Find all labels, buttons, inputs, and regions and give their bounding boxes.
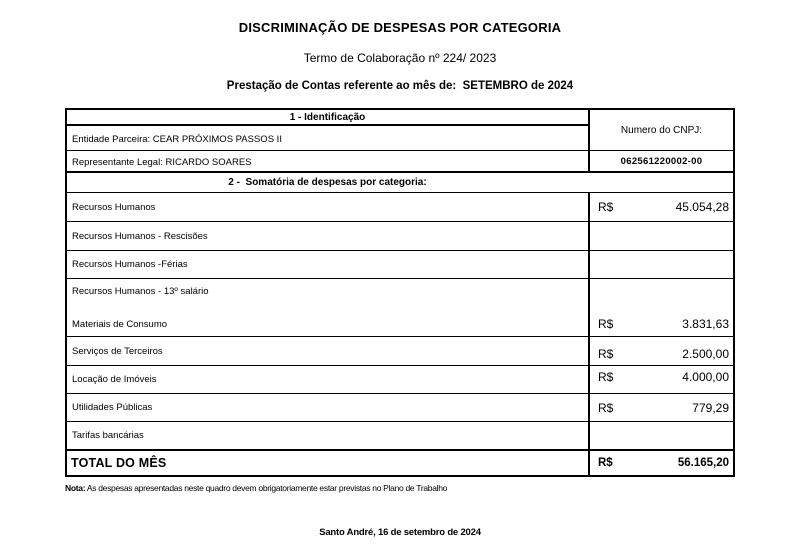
legal-representative-cell: Representante Legal: RICARDO SOARES [67, 151, 590, 171]
total-row [67, 449, 733, 475]
expense-row [67, 422, 733, 449]
expense-category-label: Utilidades Públicas [72, 402, 153, 413]
note-prefix: Nota: [65, 483, 86, 493]
expense-category-label: Locação de Imóveis [72, 374, 157, 385]
identification-section [67, 110, 733, 151]
reference-month-line: Prestação de Contas referente ao mês de: SETEMBRO de 2024 [226, 80, 574, 92]
total-amount: 56.165,20 [677, 457, 729, 469]
currency-symbol: R$ [598, 347, 614, 361]
amount: 4.000,00 [682, 370, 729, 384]
cnpj-label: Numero do CNPJ: [620, 124, 703, 136]
expense-value-cell [590, 366, 733, 393]
expense-row [67, 279, 733, 337]
identification-left-column [67, 110, 590, 150]
cnpj-value: 062561220002-00 [620, 155, 703, 167]
expense-category-label: Recursos Humanos - Rescisões [72, 230, 208, 242]
expense-value-cell [590, 422, 733, 449]
expense-row [67, 251, 733, 279]
expense-value-cell [590, 337, 733, 365]
expense-category-cell [67, 193, 590, 221]
expense-value-cell [590, 279, 733, 336]
expense-value-cell [590, 251, 733, 278]
expense-row [67, 193, 733, 222]
currency-symbol: R$ [598, 317, 614, 331]
expense-category-label: Materiais de Consumo [72, 319, 168, 330]
expense-value-cell [590, 222, 733, 250]
footer-date-line: Santo André, 16 de setembro de 2024 [319, 527, 481, 538]
expense-category-cell [67, 337, 590, 365]
expense-value-cell [590, 193, 733, 221]
amount: 2.500,00 [682, 347, 729, 361]
note-line [65, 483, 735, 493]
expense-rows-container [67, 193, 733, 449]
expenses-section-title: 2 - Somatória de despesas por categoria: [67, 173, 733, 193]
total-label: TOTAL DO MÊS [67, 451, 590, 475]
legal-representative-row [67, 151, 733, 173]
amount: 3.831,63 [682, 317, 729, 331]
expense-row [67, 366, 733, 394]
total-value-cell [590, 451, 733, 475]
expense-table [65, 108, 735, 477]
expense-row [67, 394, 733, 422]
expense-category-cell [67, 279, 590, 336]
expense-row [67, 337, 733, 366]
expense-category-cell [67, 366, 590, 393]
total-currency-symbol: R$ [598, 457, 613, 469]
expense-category-cell [67, 251, 590, 278]
currency-symbol: R$ [598, 400, 614, 415]
identification-section-title: 1 - Identificação [67, 110, 588, 126]
expense-category-cell [67, 222, 590, 250]
expense-category-label: Serviços de Terceiros [72, 345, 163, 357]
amount: 45.054,28 [675, 200, 729, 214]
expense-value-cell [590, 394, 733, 421]
expense-category-label: Recursos Humanos -Férias [72, 259, 188, 270]
expense-row [67, 222, 733, 251]
expense-category-label: Tarifas bancárias [72, 430, 144, 441]
amount: 779,29 [692, 400, 729, 415]
expense-category-cell [67, 394, 590, 421]
currency-symbol: R$ [598, 370, 614, 384]
collaboration-term-subtitle: Termo de Colaboração nº 224/ 2023 [303, 51, 497, 65]
expense-category-cell [67, 422, 590, 449]
currency-symbol: R$ [598, 200, 614, 214]
entity-partner-cell: Entidade Parceira: CEAR PRÓXIMOS PASSOS II [72, 134, 282, 145]
document-title: DISCRIMINAÇÃO DE DESPESAS POR CATEGORIA [238, 20, 562, 35]
expense-category-label: Recursos Humanos - 13º salário [72, 286, 209, 297]
expense-category-label: Recursos Humanos [72, 201, 156, 213]
note-text: As despesas apresentadas neste quadro devem obrigatoriamente estar previstas no Plano de Trabalho [85, 483, 448, 493]
